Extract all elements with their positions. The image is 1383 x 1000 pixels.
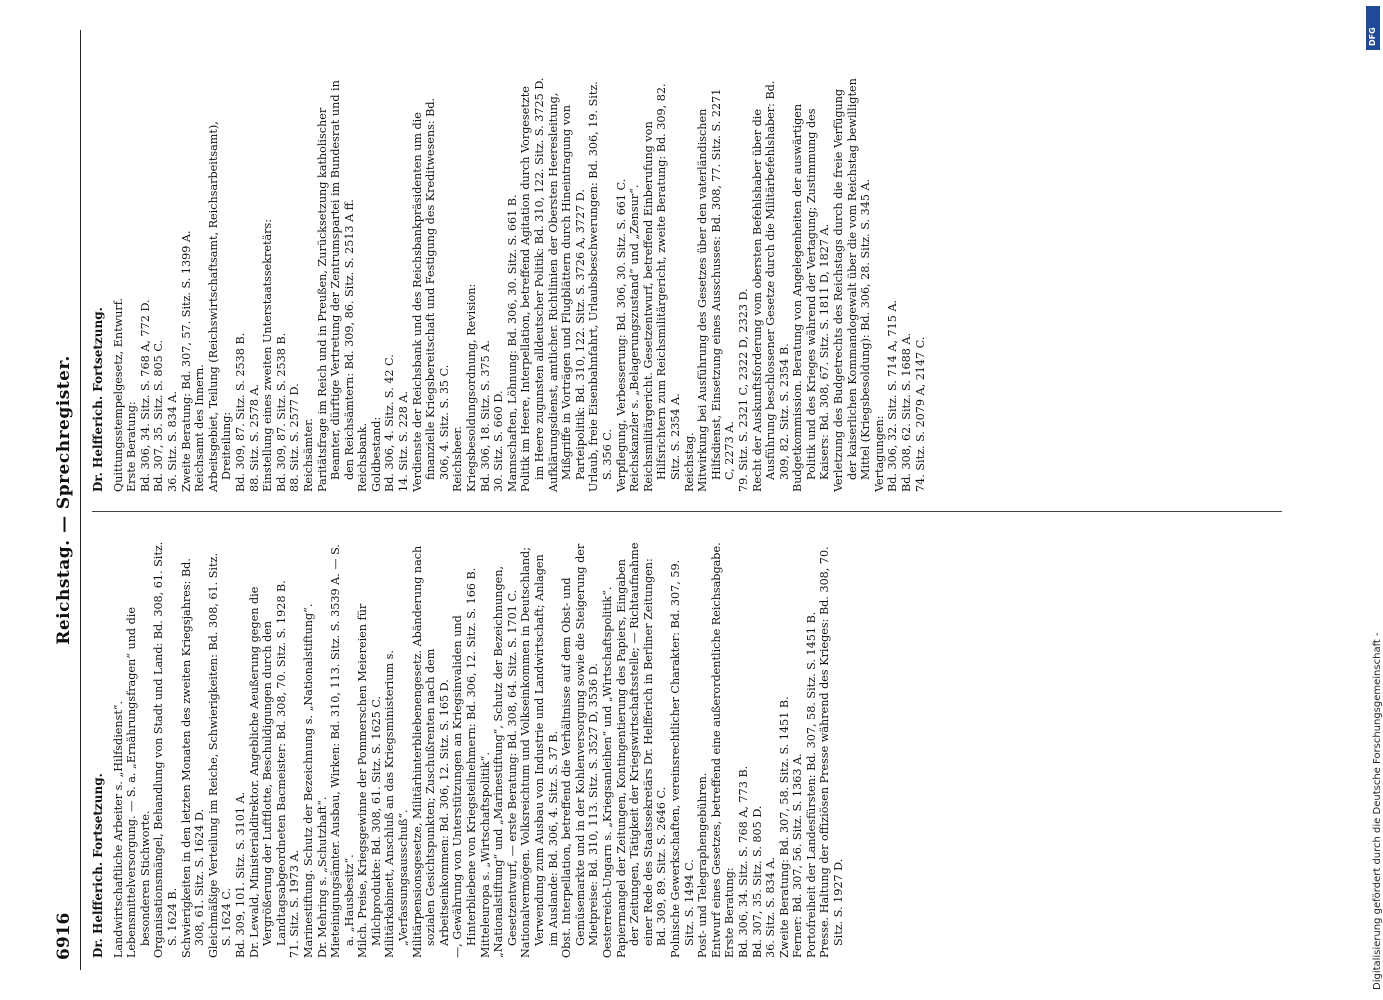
register-entry: Reichstag. bbox=[682, 432, 696, 492]
register-entry: 74. Sitz. S. 2079 A, 2147 C. bbox=[913, 336, 927, 492]
register-entry: Zweite Beratung: Bd. 307, 57. Sitz. S. 1399 A. bbox=[179, 230, 193, 492]
register-entry: Bd. 306, 18. Sitz. S. 375 A. bbox=[478, 340, 492, 492]
register-entry: Polnische Gewerkschaften, vereinsrechtlicher Charakter: Bd. 307, 59. Sitz. S. 1494 C. bbox=[668, 559, 696, 958]
register-entry: Verpflegung, Verbesserung: Bd. 306, 30. Sitz. S. 661 C. bbox=[614, 178, 628, 492]
register-entry: 36. Sitz. S. 834 A. bbox=[764, 856, 778, 958]
column-divider bbox=[92, 511, 1282, 512]
register-entry: Entwurf eines Gesetzes, betreffend eine außerordentliche Reichsabgabe. bbox=[709, 542, 723, 958]
register-entry: Bd. 309, 87. Sitz. S. 2538 B. bbox=[233, 332, 247, 492]
register-entry: Bd. 306, 32. Sitz. S. 714 A, 715 A. bbox=[886, 299, 900, 492]
register-entry: Reichsbank. bbox=[356, 422, 370, 492]
register-entry: Bd. 309, 87. Sitz. S. 2538 B. bbox=[274, 332, 288, 492]
register-entry: Gleichmäßige Verteilung im Reiche, Schwierigkeiten: Bd. 308, 61. Sitz. S. 1624 C. bbox=[206, 553, 234, 958]
register-entry: Oesterreich-Ungarn s. „Kriegsanleihen“ und „Wirtschaftspolitik“. bbox=[600, 586, 614, 958]
register-entry: Ferner: Bd. 307, 56. Sitz. S. 1363 A. bbox=[791, 753, 805, 958]
register-entry: Reichsämter. bbox=[301, 418, 315, 492]
register-entry: 36. Sitz. S. 834 A. bbox=[165, 390, 179, 492]
register-entry: Vertagungen: bbox=[872, 415, 886, 492]
digitization-note: Digitalisierung gefördert durch die Deutsche Forschungsgemeinschaft - bbox=[1372, 632, 1383, 990]
register-entry: „Nationalstiftung“ und „Marinestiftung“, Schutz der Bezeichnungen, Gesetzentwurf, — erste Beratung: Bd. 308, 64. Sitz. S. 1701 C. bbox=[492, 565, 519, 958]
register-entry: Schwierigkeiten in den letzten Monaten des zweiten Kriegsjahres: Bd. 308, 61. Sitz. S. 1624 D. bbox=[179, 558, 207, 958]
register-entry: Mitwirkung bei Ausführung des Gesetzes über den vaterländischen Hilfsdienst, Einsetzung eines Ausschusses: Bd. 308, 77. Sitz. S. 2271 C, 2273 A. bbox=[696, 88, 737, 492]
register-entry: —, Gewährung von Unterstützungen an Kriegsinvaliden und Hinterbliebene von Kriegsteilnehmern: Bd. 306, 12. Sitz. S. 166 B. bbox=[451, 567, 479, 958]
entry-list bbox=[112, 74, 928, 492]
register-entry: Mitteleuropa s. „Wirtschaftspolitik“. bbox=[478, 752, 492, 958]
register-entry: Reichsamt des Innern. bbox=[193, 364, 207, 492]
register-entry: Militärpensionsgesetze, Militärhinterbliebenengesetz. Abänderung nach sozialen Gesichtspunkten; Zuschußrenten nach dem Arbeitseinkommen: Bd. 306, 12. Sitz. S. 165 D. bbox=[410, 545, 451, 958]
register-entry: Organisationsmängel, Behandlung von Stadt und Land: Bd. 308, 61. Sitz. S. 1624 B. bbox=[152, 541, 179, 958]
register-entry: Quittungsstempelgesetz, Entwurf. bbox=[111, 297, 125, 492]
register-entry: Lebensmittelversorgung. — S. a. „Ernährungsfragen“ und die besonderen Stichworte. bbox=[125, 607, 152, 958]
register-entry: Bd. 307, 35. Sitz. S. 805 C. bbox=[152, 339, 166, 492]
dfg-logo: DFG bbox=[1366, 6, 1380, 50]
register-entry: Zweite Beratung: Bd. 307, 58. Sitz. S. 1451 B. bbox=[777, 696, 791, 958]
column-heading: Dr. Helfferich. Fortsetzung. bbox=[91, 773, 105, 958]
register-entry: Budgetkommission. Beratung von Angelegenheiten der auswärtigen Politik und des Krieges während der Vertagung; Zustimmung des Kaisers: Bd. 308, 67. Sitz. S. 1811 D, 1827 A. bbox=[791, 103, 832, 492]
register-entry: 14. Sitz. S. 228 A. bbox=[397, 390, 411, 492]
register-entry: Milch. Preise, Kriegsgewinne der Pommerschen Meiereien für Milchprodukte: Bd. 308, 61. Sitz. S. 1625 C. bbox=[356, 603, 383, 958]
register-entry: Mieteinigungsämter. Ausbau, Wirken: Bd. 310, 113. Sitz. S. 3539 A. — S. a. „Hausbesitz“. bbox=[329, 544, 356, 958]
header-rule bbox=[80, 30, 81, 970]
rotated-sheet bbox=[30, 30, 1340, 970]
register-entry: Portofreiheit der Landesfürsten: Bd. 307, 58. Sitz. S. 1451 B. bbox=[804, 611, 818, 958]
register-entry: Kriegsbesoldungsordnung, Revision: bbox=[465, 283, 479, 492]
register-entry: Arbeitsgebiet, Teilung (Reichswirtschaftsamt, Reichsarbeitsamt), Dreiteilung: bbox=[206, 121, 234, 492]
register-entry: Landwirtschaftliche Arbeiter s. „Hilfsdienst“. bbox=[111, 700, 125, 958]
register-entry: Verdienste der Reichsbank und des Reichsbankpräsidenten um die finanzielle Kriegsbereitschaft und Festigung des Kreditwesens: Bd. 306, 4. Sitz. S. 35 C. bbox=[410, 97, 451, 492]
register-entry: Reichsmilitärgericht. Gesetzentwurf, betreffend Einberufung von Hilfsrichtern zum Reichsmilitärgericht, zweite Beratung: Bd. 309, 82. Sitz. S. 2354 A. bbox=[641, 83, 682, 492]
right-column bbox=[92, 74, 927, 492]
register-entry: Bd. 306, 4. Sitz. S. 42 C. bbox=[383, 354, 397, 492]
register-entry: Politik im Heere, Interpellation, betreffend Agitation durch Vorgesetzte im Heere zugunsten alldeutscher Politik: Bd. 310, 122. Sitz. S. 3725 D. bbox=[519, 77, 546, 492]
register-entry: Paritätsfrage im Reich und in Preußen, Zurücksetzung katholischer Beamter, dürftige Vertretung der Zentrumspartei im Bundesrat und in den Reichsämtern: Bd. 309, 86. Sitz. S. 2513 A ff. bbox=[315, 80, 356, 492]
register-entry: Presse. Haltung der offiziösen Presse während des Krieges: Bd. 308, 70. Sitz. S. 1927 D. bbox=[818, 546, 846, 958]
left-column bbox=[92, 540, 846, 958]
register-entry: Obst. Interpellation, betreffend die Verhältnisse auf dem Obst- und Gemüsemarkte und in der Kohlenversorgung sowie die Steigerung der Mietpreise: Bd. 310, 113. Sitz. S. 3527 D, 3536 D. bbox=[560, 543, 601, 958]
register-entry: Bd. 306, 34. Sitz. S. 768 A, 772 D. bbox=[138, 299, 152, 492]
register-entry: Reichsheer. bbox=[451, 426, 465, 492]
register-entry: 79. Sitz. S. 2321 C, 2322 D, 2323 D. bbox=[736, 288, 750, 492]
register-entry: 88. Sitz. S. 2577 D. bbox=[288, 383, 302, 492]
register-entry: Aufklärungsdienst, amtlicher. Richtlinien der Obersten Heeresleitung, Mißgriffe in Vorträgen und Flugblättern durch Hineintragung von Parteipolitik: Bd. 310, 122. Sitz. S. 3726 A, 3727 D. bbox=[546, 92, 587, 492]
register-entry: Erste Beratung: bbox=[723, 867, 737, 958]
register-entry: Reichskanzler s. „Belagerungszustand“ und „Zensur“. bbox=[628, 184, 642, 492]
register-entry: Post- und Telegraphengebühren. bbox=[696, 772, 710, 958]
register-entry: Bd. 309, 101. Sitz. S. 3101 A. bbox=[233, 791, 247, 958]
register-entry: 30. Sitz. S. 660 D. bbox=[492, 390, 506, 492]
register-entry: Verletzung des Budgetrechts des Reichstags durch die freie Verfügung der kaiserlichen Kommandogewalt über die vom Reichstag bewilligten Mittel (Kriegsbesoldung): Bd. 306, 28. Sitz. S. 345 A. bbox=[832, 78, 873, 492]
register-entry: Militärkabinett, Anschluß an das Kriegsministerium s. „Verfassungsausschuß“. bbox=[383, 650, 411, 958]
register-entry: Bd. 306, 34. Sitz. S. 768 A, 773 B. bbox=[736, 765, 750, 958]
register-entry: Einstellung eines zweiten Unterstaatssekretärs: bbox=[261, 218, 275, 492]
entry-list bbox=[112, 540, 846, 958]
column-heading: Dr. Helfferich. Fortsetzung. bbox=[91, 307, 105, 492]
register-entry: Recht der Auskunftsforderung vom obersten Befehlshaber über die Ausführung beschlossener Gesetze durch die Militärbefehlshaber: Bd. 309, 82. Sitz. S. 2354 B. bbox=[750, 80, 791, 492]
register-entry: Papiermangel der Zeitungen, Kontingentierung des Papiers, Eingaben der Zeitungen, Tätigkeit der Kriegswirtschaftsstelle; — Richtaufnahme einer Rede des Staatssekretärs Dr. Helfferich in Berliner Zeitungen: Bd. 309, 89. Sitz. S. 2646 C. bbox=[614, 542, 669, 958]
register-entry: Dr. Lewald, Ministerialdirektor. Angebliche Aeußerung gegen die Vergrößerung der Luftflotte, Beschuldigungen durch den Landtagsabgeordneten Bacmeister: Bd. 308, 70. Sitz. S. 1928 B. bbox=[247, 580, 288, 958]
register-entry: Marinestiftung. Schutz der Bezeichnung s. „Nationalstiftung“. bbox=[301, 603, 315, 958]
page-header bbox=[52, 30, 82, 970]
register-entry: 88. Sitz. S. 2578 A. bbox=[247, 383, 261, 492]
register-entry: Nationalvermögen. Volksreichtum und Volkseinkommen in Deutschland; Verwendung zum Ausbau von Industrie und Landwirtschaft; Anlagen im Auslande: Bd. 306, 4. Sitz. S. 37 B. bbox=[519, 547, 560, 958]
register-entry: Erste Beratung: bbox=[125, 401, 139, 492]
register-entry: Goldbestand: bbox=[369, 416, 383, 492]
register-entry: Bd. 308, 62. Sitz. S. 1688 A. bbox=[900, 332, 914, 492]
register-entry: Mannschaften, Löhnung: Bd. 306, 30. Sitz. S. 661 B. bbox=[505, 194, 519, 492]
register-entry: Dr. Mehring s. „Schutzhaft“. bbox=[315, 796, 329, 958]
register-entry: Urlaub, freie Eisenbahnfahrt, Urlaubsbeschwerungen: Bd. 306, 19. Sitz. S. 356 C. bbox=[587, 81, 614, 492]
register-entry: Bd. 307, 35. Sitz. S. 805 D. bbox=[750, 805, 764, 958]
register-entry: 71. Sitz. S. 1973 A. bbox=[288, 849, 302, 958]
page-number: 6916 bbox=[54, 912, 74, 960]
page-title: Reichstag. — Sprechregister. bbox=[54, 355, 74, 645]
